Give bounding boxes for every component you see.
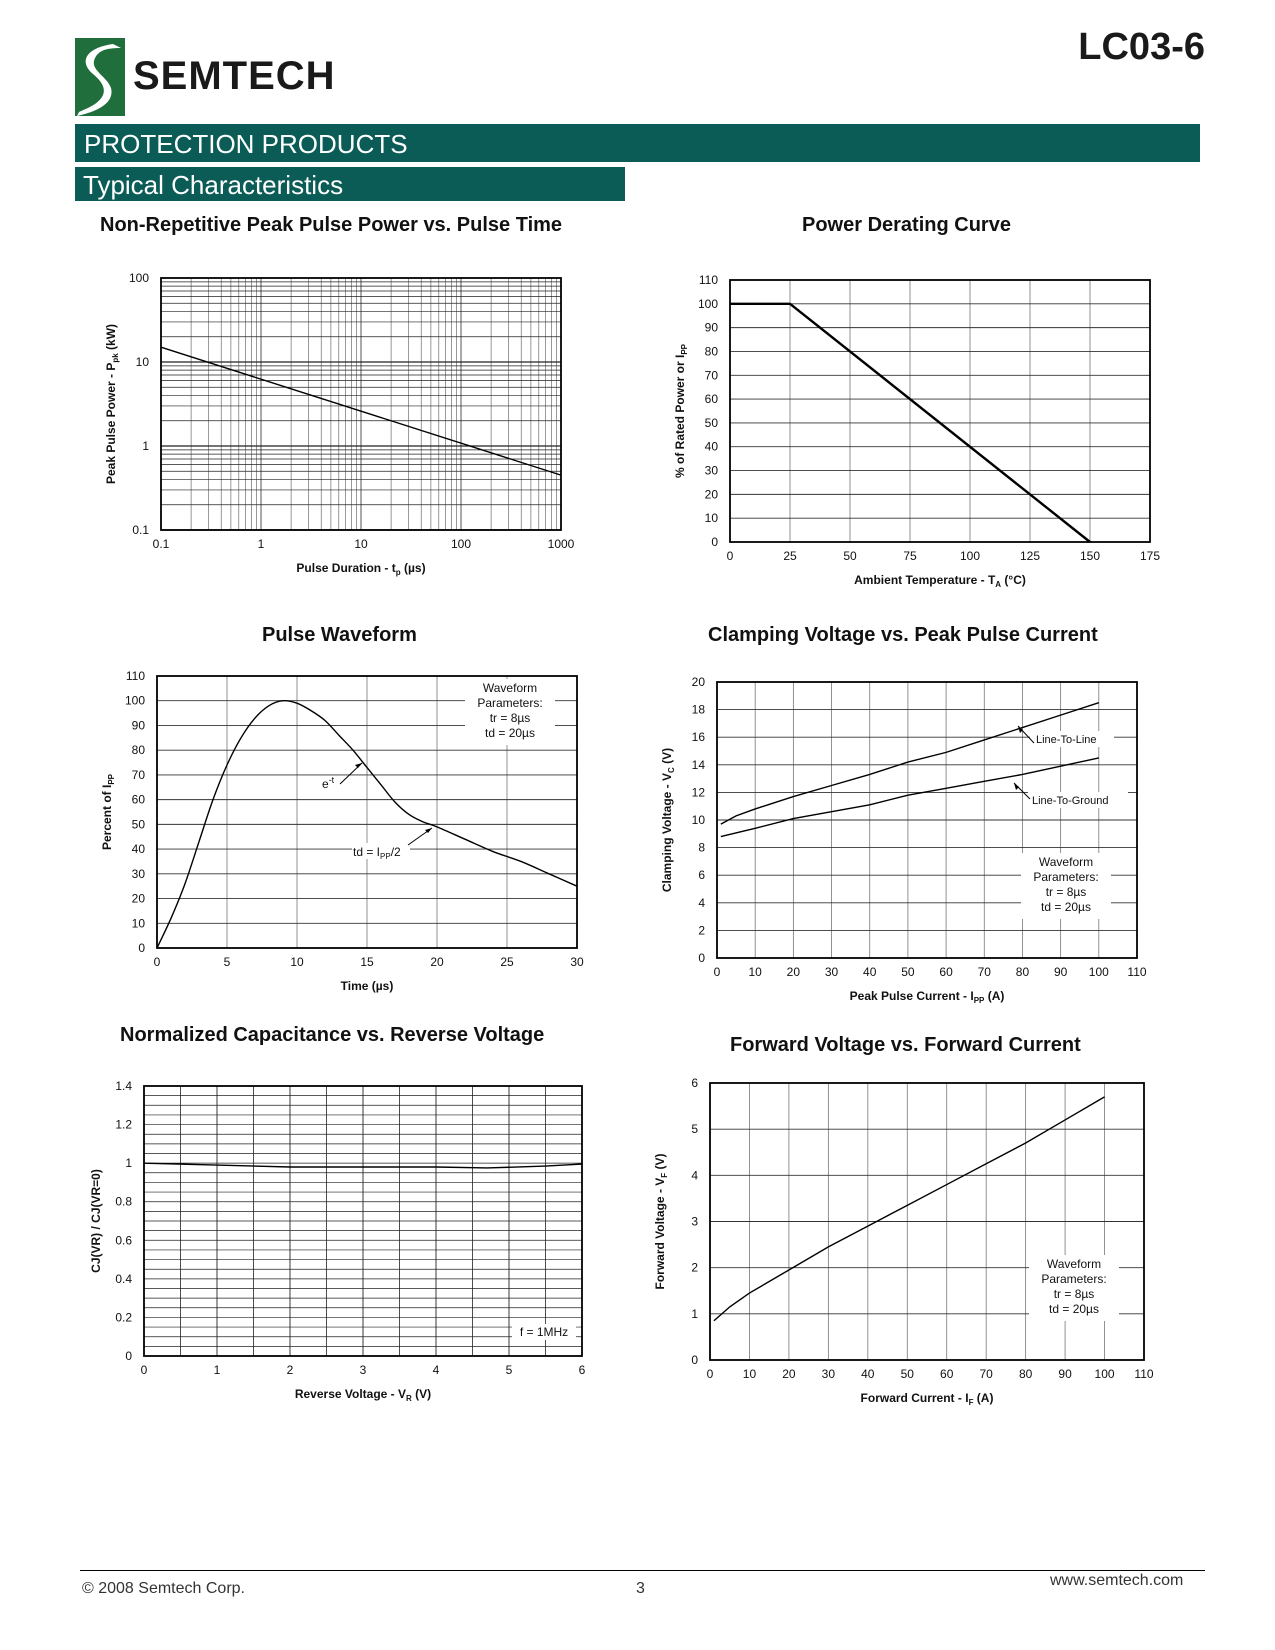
c5-xtick-label: 0 — [140, 1363, 148, 1377]
c4-ytick-label: 16 — [691, 730, 705, 745]
c5-xtick-label: 2 — [286, 1363, 294, 1377]
c2-ytick-label: 110 — [698, 273, 718, 287]
c2-ytick-label: 100 — [697, 296, 718, 311]
c3-xtick-label: 20 — [430, 955, 444, 969]
c4-ytick-label: 20 — [691, 675, 705, 689]
c6-xtick-label: 30 — [821, 1367, 836, 1381]
c4-ytick-label: 6 — [698, 868, 705, 883]
c3-xtick-label: 30 — [570, 955, 584, 969]
c3-ylabel: Percent of $I_{PP}$ — [100, 773, 116, 851]
c4-ytick-label: 0 — [698, 951, 705, 965]
c5-ytick-label: 1 — [125, 1156, 132, 1171]
c4-ylabel: Clamping Voltage - $V_C$ (V) — [660, 747, 676, 893]
c4-ytick-label: 14 — [691, 757, 705, 772]
c6-legend-text: tr = 8µs — [1053, 1287, 1095, 1301]
c2-xtick-label: 75 — [903, 549, 917, 563]
c3-ytick-label: 90 — [131, 718, 145, 733]
c4-xtick-label: 80 — [1015, 965, 1030, 979]
chart-title-peak-pulse-power: Non-Repetitive Peak Pulse Power vs. Pulse Time — [100, 214, 563, 236]
c6-ytick-label: 1 — [691, 1306, 698, 1321]
c2-xtick-label: 150 — [1079, 549, 1101, 563]
c4-ytick-label: 18 — [691, 702, 705, 717]
c3-xtick-label: 5 — [223, 955, 231, 969]
copyright: © 2008 Semtech Corp. — [82, 1580, 245, 1597]
c6-xtick-label: 0 — [706, 1367, 714, 1381]
c6-legend-text: Parameters: — [1041, 1272, 1107, 1286]
c4-ytick-label: 4 — [698, 895, 705, 910]
c6-xtick-label: 90 — [1058, 1367, 1072, 1381]
c1-ylabel: Peak Pulse Power - $P_{pk}$ (kW) — [104, 323, 120, 485]
c1-ytick-label: 0.1 — [132, 523, 149, 537]
c4-xtick-label: 30 — [824, 965, 839, 979]
c3-ytick-label: 50 — [131, 817, 145, 832]
c5-ytick-label: 0.8 — [115, 1194, 132, 1209]
c5-xtick-label: 5 — [505, 1363, 513, 1377]
c2-xtick-label: 125 — [1019, 549, 1041, 563]
part-number: LC03-6 — [1078, 26, 1205, 68]
c4-label-line-to-ground: Line-To-Ground — [1032, 795, 1109, 807]
banner-text: PROTECTION PRODUCTS — [84, 129, 408, 159]
c1-ytick-label: 1 — [142, 439, 149, 453]
c3-ytick-label: 30 — [131, 866, 145, 881]
c3-arrowhead-exp — [355, 763, 362, 768]
c3-annotation-exp: $e^{-t}$ — [322, 775, 335, 791]
c3-ytick-label: 40 — [131, 842, 145, 857]
c4-ytick-label: 8 — [698, 840, 705, 855]
c5-ytick-label: 0 — [125, 1349, 132, 1363]
c1-xtick-label: 100 — [450, 537, 472, 551]
c6-xtick-label: 70 — [979, 1367, 993, 1381]
c6-xtick-label: 80 — [1018, 1367, 1033, 1381]
c4-arrowhead-ltg — [1014, 783, 1019, 790]
c5-legend-text: f = 1MHz — [519, 1325, 569, 1339]
c2-xtick-label: 175 — [1139, 549, 1161, 563]
c2-ytick-label: 70 — [704, 368, 718, 383]
c3-legend-text: Waveform — [482, 681, 538, 695]
c5-ytick-label: 1.2 — [115, 1117, 132, 1132]
c6-xlabel: Forward Current - $I_F$ (A) — [860, 1391, 994, 1407]
c3-ytick-label: 110 — [125, 669, 145, 683]
c2-ylabel: % of Rated Power or $I_{PP}$ — [673, 343, 689, 479]
c4-legend-text: Parameters: — [1033, 870, 1099, 884]
c1-xtick-label: 1 — [257, 537, 265, 551]
c3-ytick-label: 0 — [138, 941, 145, 955]
chart-title-pulse-waveform: Pulse Waveform — [262, 624, 417, 646]
c6-xtick-label: 50 — [900, 1367, 914, 1381]
c3-legend-text: Parameters: — [477, 696, 543, 710]
chart-title-forward-voltage: Forward Voltage vs. Forward Current — [730, 1034, 1081, 1056]
c1-xlabel: Pulse Duration - $t_p$ (µs) — [296, 561, 426, 577]
chart-title-power-derating: Power Derating Curve — [802, 214, 1011, 236]
c3-annotation-td: td = $I_{PP}/2$ — [353, 845, 401, 861]
c5-xtick-label: 4 — [432, 1363, 440, 1377]
c2-ytick-label: 0 — [711, 535, 718, 549]
subsection-text: Typical Characteristics — [83, 170, 344, 200]
c1-xtick-label: 10 — [354, 537, 368, 551]
c5-xtick-label: 6 — [578, 1363, 586, 1377]
c3-ytick-label: 80 — [131, 743, 145, 758]
c2-ytick-label: 90 — [704, 320, 718, 335]
c3-ytick-label: 70 — [131, 767, 145, 782]
c6-ytick-label: 0 — [691, 1353, 698, 1367]
c4-xtick-label: 50 — [901, 965, 915, 979]
c4-xtick-label: 100 — [1088, 965, 1109, 979]
chart-title-clamping-voltage: Clamping Voltage vs. Peak Pulse Current — [708, 624, 1098, 646]
c1-ytick-label: 100 — [128, 271, 149, 285]
c3-xtick-label: 25 — [500, 955, 514, 969]
c4-xtick-label: 10 — [748, 965, 762, 979]
c6-xtick-label: 60 — [940, 1367, 954, 1381]
c2-grid — [730, 280, 1150, 542]
c2-xtick-label: 50 — [843, 549, 857, 563]
c4-xtick-label: 110 — [1127, 965, 1147, 979]
c4-xtick-label: 70 — [977, 965, 991, 979]
c4-ytick-label: 2 — [698, 923, 705, 938]
c2-ytick-label: 80 — [704, 344, 718, 359]
c3-ytick-label: 10 — [131, 916, 145, 931]
c3-legend-text: td = 20µs — [485, 726, 535, 740]
c4-ytick-label: 10 — [691, 813, 705, 827]
brand-name: SEMTECH — [133, 54, 336, 98]
c6-xtick-label: 20 — [782, 1367, 796, 1381]
c1-xtick-label: 1000 — [547, 537, 575, 551]
c5-ytick-label: 1.4 — [115, 1079, 132, 1093]
c6-xtick-label: 10 — [742, 1367, 757, 1381]
c2-xtick-label: 100 — [959, 549, 981, 563]
c6-ylabel: Forward Voltage - $V_F$ (V) — [653, 1153, 669, 1290]
c2-ytick-label: 50 — [704, 415, 718, 430]
website-link[interactable]: www.semtech.com — [1050, 1572, 1184, 1589]
c1-xtick-label: 0.1 — [152, 537, 170, 551]
footer-rule — [80, 1570, 1205, 1571]
c6-xtick-label: 40 — [861, 1367, 875, 1381]
c5-ylabel: CJ(VR) / CJ(VR=0) — [89, 1169, 103, 1273]
c2-xtick-label: 25 — [783, 549, 797, 563]
c2-ytick-label: 20 — [704, 487, 718, 502]
c2-xlabel: Ambient Temperature - $T_A$ (°C) — [854, 573, 1026, 589]
c4-ytick-label: 12 — [691, 785, 705, 800]
c5-grid — [144, 1086, 582, 1356]
c4-legend-text: Waveform — [1038, 855, 1094, 869]
c1-grid — [161, 278, 561, 530]
c3-ytick-label: 100 — [124, 693, 145, 708]
c4-xtick-label: 40 — [863, 965, 877, 979]
c3-legend-text: tr = 8µs — [489, 711, 531, 725]
c4-label-line-to-line: Line-To-Line — [1036, 734, 1097, 746]
c3-ytick-label: 20 — [131, 891, 145, 906]
c3-xtick-label: 0 — [153, 955, 161, 969]
c3-xtick-label: 15 — [360, 955, 374, 969]
c3-xtick-label: 10 — [290, 955, 304, 969]
c1-ytick-label: 10 — [135, 355, 149, 369]
c3-ytick-label: 60 — [131, 792, 145, 807]
c6-ytick-label: 6 — [691, 1076, 698, 1090]
c5-ytick-label: 0.2 — [115, 1310, 132, 1325]
c2-ytick-label: 60 — [704, 392, 718, 407]
c2-ytick-label: 30 — [704, 463, 718, 478]
c4-legend-text: td = 20µs — [1041, 900, 1091, 914]
c3-xlabel: Time (µs) — [340, 979, 394, 993]
c6-ytick-label: 3 — [691, 1214, 698, 1229]
c2-frame — [730, 280, 1150, 542]
c6-ytick-label: 5 — [691, 1122, 698, 1137]
c6-legend-text: Waveform — [1046, 1257, 1102, 1271]
c4-xtick-label: 20 — [786, 965, 801, 979]
c6-xtick-label: 110 — [1134, 1367, 1154, 1381]
c4-xtick-label: 0 — [713, 965, 721, 979]
c4-xlabel: Peak Pulse Current - $I_{PP}$ (A) — [849, 989, 1005, 1005]
c4-legend-text: tr = 8µs — [1045, 885, 1087, 899]
c5-xlabel: Reverse Voltage - $V_R$ (V) — [294, 1387, 432, 1403]
c6-ytick-label: 4 — [691, 1168, 698, 1183]
chart-title-capacitance: Normalized Capacitance vs. Reverse Voltage — [120, 1024, 545, 1046]
c2-ytick-label: 10 — [704, 511, 718, 526]
c6-legend-text: td = 20µs — [1049, 1302, 1099, 1316]
page-number: 3 — [636, 1580, 645, 1597]
c6-xtick-label: 100 — [1094, 1367, 1115, 1381]
c2-xtick-label: 0 — [726, 549, 734, 563]
c5-xtick-label: 1 — [213, 1363, 221, 1377]
c5-ytick-label: 0.4 — [115, 1271, 132, 1286]
c5-ytick-label: 0.6 — [115, 1233, 132, 1248]
c4-xtick-label: 60 — [939, 965, 953, 979]
c6-ytick-label: 2 — [691, 1260, 698, 1275]
c5-xtick-label: 3 — [359, 1363, 367, 1377]
c2-ytick-label: 40 — [704, 439, 718, 454]
c4-xtick-label: 90 — [1053, 965, 1068, 979]
